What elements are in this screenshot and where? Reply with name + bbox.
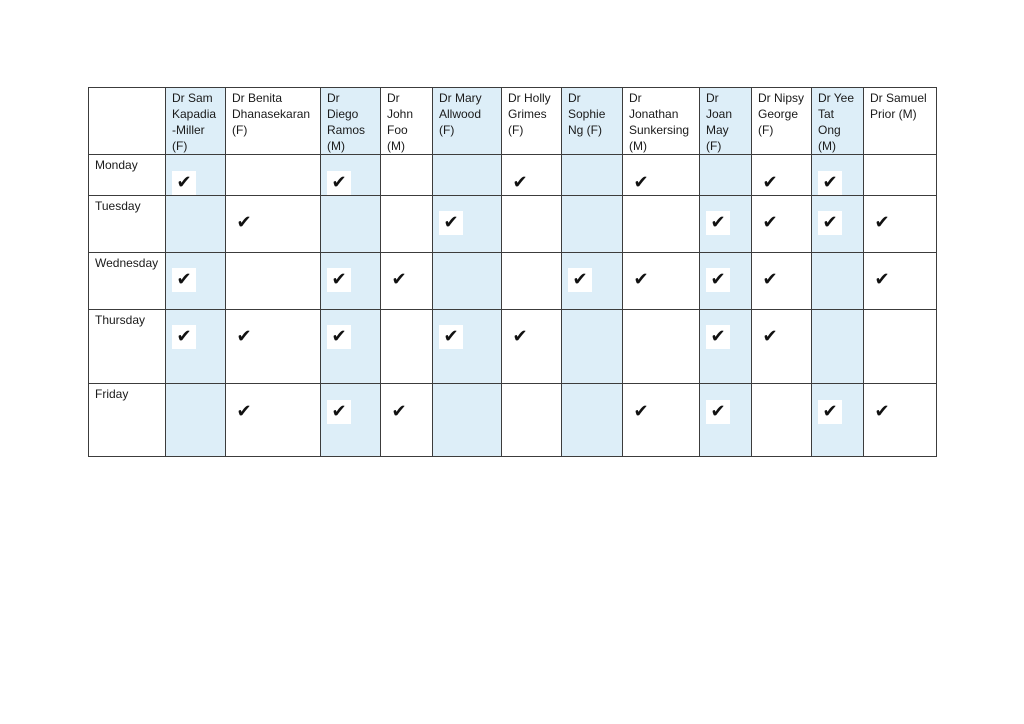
availability-cell — [752, 196, 812, 253]
availability-cell — [700, 310, 752, 384]
checkmark-icon: ✔ — [387, 268, 411, 292]
doctor-header-5: Dr Mary Allwood (F) — [433, 88, 502, 155]
availability-cell — [623, 310, 700, 384]
availability-cell — [502, 196, 562, 253]
availability-cell — [623, 196, 700, 253]
availability-cell — [166, 196, 226, 253]
availability-cell — [562, 155, 623, 196]
checkmark-icon: ✔ — [870, 268, 894, 292]
checkmark-icon: ✔ — [327, 400, 351, 424]
availability-cell — [700, 253, 752, 310]
availability-cell — [226, 253, 321, 310]
availability-cell — [502, 310, 562, 384]
checkmark-icon: ✔ — [629, 400, 653, 424]
corner-cell — [89, 88, 166, 155]
availability-cell — [502, 253, 562, 310]
availability-cell — [433, 384, 502, 457]
availability-cell — [433, 310, 502, 384]
rota-body — [89, 155, 937, 457]
availability-cell — [752, 384, 812, 457]
availability-cell — [166, 384, 226, 457]
availability-cell — [623, 384, 700, 457]
availability-cell — [752, 310, 812, 384]
checkmark-icon: ✔ — [172, 325, 196, 349]
availability-cell — [864, 384, 937, 457]
availability-cell — [700, 196, 752, 253]
checkmark-icon: ✔ — [508, 171, 532, 195]
availability-cell — [381, 253, 433, 310]
doctor-header-2: Dr Benita Dhanasekaran (F) — [226, 88, 321, 155]
availability-cell — [226, 155, 321, 196]
availability-cell — [166, 310, 226, 384]
day-row-thursday — [89, 310, 937, 384]
doctor-header-12: Dr Samuel Prior (M) — [864, 88, 937, 155]
checkmark-icon: ✔ — [327, 171, 351, 195]
checkmark-icon: ✔ — [758, 211, 782, 235]
availability-cell — [562, 384, 623, 457]
checkmark-icon: ✔ — [629, 268, 653, 292]
day-label: Tuesday — [89, 196, 166, 253]
day-label: Wednesday — [89, 253, 166, 310]
availability-cell — [321, 310, 381, 384]
availability-cell — [623, 155, 700, 196]
doctor-header-10: Dr Nipsy George (F) — [752, 88, 812, 155]
doctor-header-4: Dr John Foo (M) — [381, 88, 433, 155]
day-row-wednesday — [89, 253, 937, 310]
availability-cell — [812, 310, 864, 384]
availability-cell — [321, 384, 381, 457]
doctor-header-6: Dr Holly Grimes (F) — [502, 88, 562, 155]
availability-cell — [321, 253, 381, 310]
checkmark-icon: ✔ — [870, 400, 894, 424]
availability-cell — [381, 196, 433, 253]
availability-cell — [864, 253, 937, 310]
checkmark-icon: ✔ — [327, 268, 351, 292]
day-label: Friday — [89, 384, 166, 457]
availability-cell — [864, 196, 937, 253]
availability-cell — [502, 384, 562, 457]
availability-cell — [700, 384, 752, 457]
doctor-header-8: Dr Jonathan Sunkersing (M) — [623, 88, 700, 155]
checkmark-icon: ✔ — [568, 268, 592, 292]
checkmark-icon: ✔ — [706, 325, 730, 349]
availability-cell — [700, 155, 752, 196]
availability-cell — [381, 384, 433, 457]
day-label: Thursday — [89, 310, 166, 384]
availability-cell — [226, 310, 321, 384]
availability-cell — [562, 310, 623, 384]
checkmark-icon: ✔ — [508, 325, 532, 349]
checkmark-icon: ✔ — [706, 400, 730, 424]
availability-cell — [166, 253, 226, 310]
checkmark-icon: ✔ — [232, 400, 256, 424]
header-row — [89, 88, 937, 155]
availability-cell — [226, 196, 321, 253]
availability-cell — [812, 196, 864, 253]
availability-cell — [321, 196, 381, 253]
availability-cell — [226, 384, 321, 457]
checkmark-icon: ✔ — [758, 171, 782, 195]
checkmark-icon: ✔ — [232, 211, 256, 235]
doctor-header-11: Dr Yee Tat Ong (M) — [812, 88, 864, 155]
availability-cell — [812, 384, 864, 457]
availability-cell — [562, 253, 623, 310]
day-row-tuesday — [89, 196, 937, 253]
day-row-monday — [89, 155, 937, 196]
day-label: Monday — [89, 155, 166, 196]
checkmark-icon: ✔ — [818, 211, 842, 235]
doctor-header-9: Dr Joan May (F) — [700, 88, 752, 155]
availability-cell — [433, 155, 502, 196]
availability-cell — [864, 310, 937, 384]
checkmark-icon: ✔ — [439, 211, 463, 235]
checkmark-icon: ✔ — [706, 268, 730, 292]
checkmark-icon: ✔ — [387, 400, 411, 424]
doctor-header-1: Dr Sam Kapadia -Miller (F) — [166, 88, 226, 155]
doctor-availability-table — [88, 87, 937, 457]
checkmark-icon: ✔ — [758, 325, 782, 349]
availability-cell — [864, 155, 937, 196]
availability-cell — [381, 310, 433, 384]
checkmark-icon: ✔ — [818, 171, 842, 195]
checkmark-icon: ✔ — [439, 325, 463, 349]
availability-cell — [381, 155, 433, 196]
day-row-friday — [89, 384, 937, 457]
checkmark-icon: ✔ — [706, 211, 730, 235]
availability-cell — [502, 155, 562, 196]
availability-cell — [321, 155, 381, 196]
checkmark-icon: ✔ — [629, 171, 653, 195]
availability-cell — [562, 196, 623, 253]
doctor-header-7: Dr Sophie Ng (F) — [562, 88, 623, 155]
availability-cell — [812, 253, 864, 310]
checkmark-icon: ✔ — [232, 325, 256, 349]
availability-cell — [752, 253, 812, 310]
availability-cell — [752, 155, 812, 196]
availability-cell — [812, 155, 864, 196]
availability-cell — [433, 196, 502, 253]
doctor-header-3: Dr Diego Ramos (M) — [321, 88, 381, 155]
checkmark-icon: ✔ — [870, 211, 894, 235]
checkmark-icon: ✔ — [327, 325, 351, 349]
checkmark-icon: ✔ — [172, 171, 196, 195]
checkmark-icon: ✔ — [758, 268, 782, 292]
availability-cell — [433, 253, 502, 310]
checkmark-icon: ✔ — [172, 268, 196, 292]
availability-cell — [166, 155, 226, 196]
checkmark-icon: ✔ — [818, 400, 842, 424]
availability-cell — [623, 253, 700, 310]
